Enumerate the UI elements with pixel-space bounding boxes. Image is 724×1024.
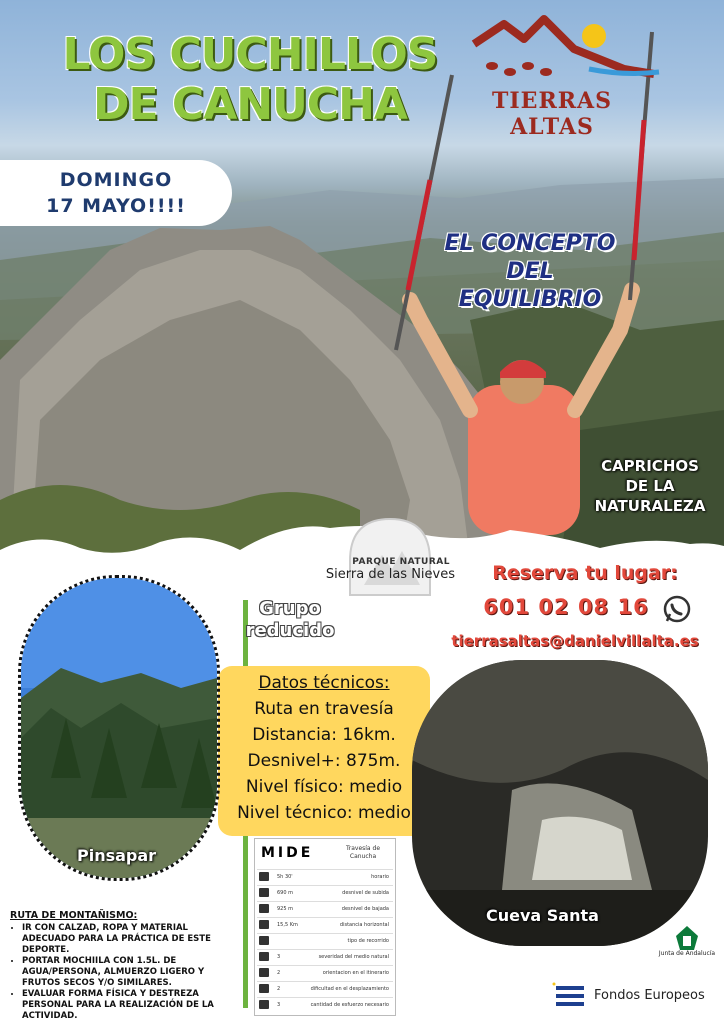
datos-heading: Datos técnicos: bbox=[258, 673, 390, 693]
datos-item: Ruta en travesía bbox=[254, 699, 394, 719]
mide-row bbox=[257, 917, 393, 932]
mide-row bbox=[257, 965, 393, 980]
event-title bbox=[60, 30, 440, 130]
mide-value: 3 bbox=[277, 954, 281, 960]
mide-value: 5h 30' bbox=[277, 874, 293, 880]
date-date: 17 MAYO!!!! bbox=[46, 195, 186, 217]
mide-label: desnivel de subida bbox=[342, 890, 389, 896]
mide-value: 2 bbox=[277, 970, 281, 976]
mide-row bbox=[257, 949, 393, 964]
cueva-santa-photo bbox=[412, 660, 708, 946]
route-notes bbox=[10, 910, 230, 1022]
event-title-line1: LOS CUCHILLOS bbox=[62, 29, 438, 80]
date-day: DOMINGO bbox=[59, 169, 173, 191]
mide-row bbox=[257, 901, 393, 916]
datos-item: Nivel técnico: medio bbox=[237, 803, 411, 823]
park-logo bbox=[290, 517, 460, 597]
eu-flag-icon bbox=[552, 982, 588, 1012]
ascent-icon bbox=[259, 888, 269, 897]
whatsapp-icon[interactable] bbox=[662, 594, 692, 624]
grupo-line2: reducido bbox=[245, 620, 335, 641]
junta-andalucia-logo-icon bbox=[672, 924, 702, 952]
forest-scene bbox=[21, 578, 217, 878]
mide-label: horario bbox=[371, 874, 389, 880]
mide-label: severidad del medio natural bbox=[318, 954, 389, 960]
compass-icon bbox=[259, 968, 269, 977]
mide-label: desnivel de bajada bbox=[341, 906, 389, 912]
cave-scene bbox=[412, 660, 708, 946]
mide-heading: MIDE bbox=[261, 845, 314, 861]
slogan-line1: EL CONCEPTO bbox=[444, 231, 616, 256]
caprichos-line2: DE LA bbox=[625, 477, 675, 495]
brand-name: TIERRAS ALTAS bbox=[492, 88, 612, 140]
slogan-line2: DEL EQUILIBRIO bbox=[458, 259, 602, 312]
mide-value: 690 m bbox=[277, 890, 294, 896]
mide-route: Travesía de Canucha bbox=[345, 845, 381, 860]
grupo-line1: Grupo bbox=[259, 598, 321, 619]
route-note: • IR CON CALZAD, ROPA Y MATERIAL ADECUADO PARA LA PRÁCTICA DE ESTE DEPORTE. bbox=[22, 923, 230, 956]
route-note: • EVALUAR FORMA FÍSICA Y DESTREZA PERSONAL PARA LA REALIZACIÓN DE LA ACTIVIDAD. bbox=[22, 989, 230, 1022]
datos-item: Desnivel+: 875m. bbox=[247, 751, 401, 771]
email-link[interactable]: tierrasaltas@danielvillalta.es bbox=[451, 632, 699, 650]
mide-row bbox=[257, 885, 393, 900]
slogan bbox=[440, 230, 620, 314]
mide-row bbox=[257, 933, 393, 948]
datos-item: Distancia: 16km. bbox=[252, 725, 396, 745]
mide-label: orientacion en el itinerario bbox=[322, 970, 389, 976]
cueva-santa-label: Cueva Santa bbox=[486, 906, 599, 925]
mide-label: distancia horizontal bbox=[339, 922, 389, 928]
event-title-line2: DE CANUCHA bbox=[93, 79, 407, 130]
pinsapar-photo bbox=[18, 575, 220, 881]
grupo-reducido bbox=[230, 598, 350, 642]
clock-icon bbox=[259, 872, 269, 881]
distance-icon bbox=[259, 920, 269, 929]
route-notes-title: RUTA DE MONTAÑISMO: bbox=[10, 910, 138, 921]
technical-data-panel bbox=[218, 666, 430, 836]
mide-table bbox=[254, 838, 396, 1016]
mide-label: dificultad en el desplazamiento bbox=[310, 986, 389, 992]
mide-row bbox=[257, 981, 393, 996]
mide-label: tipo de recorrido bbox=[347, 938, 389, 944]
mide-value: 2 bbox=[277, 986, 281, 992]
warning-icon bbox=[259, 952, 269, 961]
route-type-icon bbox=[259, 936, 269, 945]
mide-value: 925 m bbox=[277, 906, 294, 912]
descent-icon bbox=[259, 904, 269, 913]
park-type: PARQUE NATURAL bbox=[352, 557, 450, 567]
pinsapar-label: Pinsapar bbox=[77, 846, 157, 865]
mide-value: 15,5 Km bbox=[277, 922, 298, 928]
mide-label: cantidad de esfuerzo necesario bbox=[310, 1002, 389, 1008]
phone-number[interactable]: 601 02 08 16 bbox=[483, 595, 649, 619]
junta-andalucia-label: Junta de Andalucía bbox=[658, 950, 716, 957]
mide-value: 3 bbox=[277, 1002, 281, 1008]
datos-item: Nivel físico: medio bbox=[245, 777, 403, 797]
reserva-heading: Reserva tu lugar: bbox=[492, 562, 678, 584]
date-badge bbox=[0, 160, 232, 226]
mide-row bbox=[257, 869, 393, 884]
boot-icon bbox=[259, 984, 269, 993]
mide-row bbox=[257, 997, 393, 1012]
fondos-europeos-logo bbox=[550, 982, 720, 1012]
caprichos-line3: NATURALEZA bbox=[594, 497, 706, 515]
fondos-europeos-label: Fondos Europeos bbox=[594, 988, 705, 1003]
effort-icon bbox=[259, 1000, 269, 1009]
park-name: Sierra de las Nieves bbox=[325, 567, 455, 582]
caprichos-line1: CAPRICHOS bbox=[601, 457, 699, 475]
route-note: • PORTAR MOCHIILA CON 1.5L. DE AGUA/PERSONA, ALMUERZO LIGERO Y FRUTOS SECOS Y/O SIMILARES. bbox=[22, 956, 230, 989]
